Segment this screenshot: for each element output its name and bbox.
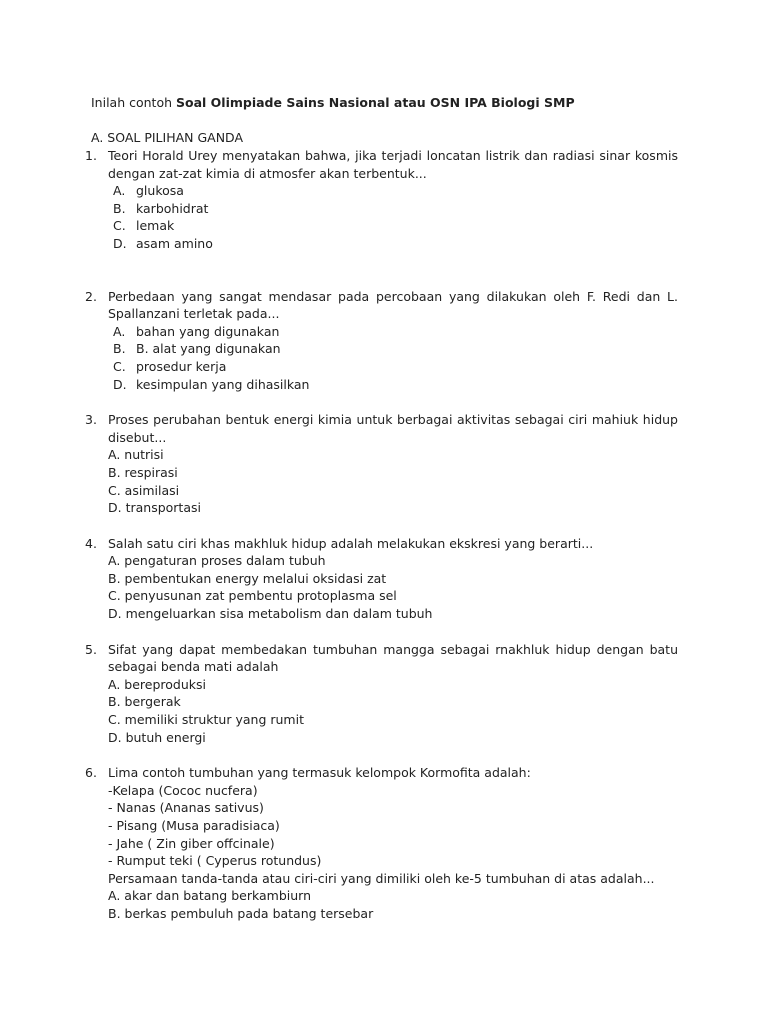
option: C. asimilasi [108,482,180,498]
question-1 [85,147,678,253]
option [108,358,678,376]
option: D. butuh energi [108,729,206,745]
option-letter: C. [113,358,126,374]
option [108,235,678,253]
option: A. bereproduksi [108,676,206,692]
option-text: bahan yang digunakan [136,323,280,339]
option: A. akar dan batang berkambiurn [108,888,311,904]
intro-prefix: Inilah contoh [91,95,176,110]
question-3 [85,411,678,517]
option: B. respirasi [108,464,178,480]
section-title: A. SOAL PILIHAN GANDA [91,130,244,145]
option [108,340,678,358]
plant-list-item: - Jahe ( Zin giber offcinale) [108,835,275,851]
option-text: lemak [136,218,175,234]
question-2 [85,288,678,394]
question-number: 4. [85,535,97,551]
option-text: asam amino [136,235,213,251]
question-number: 5. [85,641,97,657]
question-text: Sifat yang dapat membedakan tumbuhan mangga sebagai rnakhluk hidup dengan batu sebagai benda mati adalah [108,641,678,675]
option: A. pengaturan proses dalam tubuh [108,553,326,569]
question-number: 1. [85,148,97,163]
option-letter: B. [113,200,126,216]
question-list [85,147,678,923]
option: C. penyusunan zat pembentu protoplasma sel [108,588,397,604]
document-title: Soal Olimpiade Sains Nasional atau OSN IPA Biologi SMP [176,95,575,110]
option: D. mengeluarkan sisa metabolism dan dalam tubuh [108,606,433,622]
question-text: Salah satu ciri khas makhluk hidup adalah melakukan ekskresi yang berarti... [108,535,594,551]
question-number: 3. [85,412,97,428]
option [108,323,678,341]
option-letter: D. [113,376,127,392]
plant-list-item: -Kelapa (Cococ nucfera) [108,782,258,798]
question-4 [85,535,678,623]
question-5 [85,641,678,747]
option-letter: B. [113,341,126,357]
question-number: 2. [85,288,97,304]
plant-list-item: - Pisang (Musa paradisiaca) [108,818,280,833]
option [108,376,678,394]
question-6 [85,764,678,922]
option-text: kesimpulan yang dihasilkan [136,376,310,392]
option: A. nutrisi [108,447,164,463]
option-letter: A. [113,183,126,199]
option-text: glukosa [136,183,184,199]
option [108,182,678,200]
option: C. memiliki struktur yang rumit [108,712,304,728]
question-prompt: Persamaan tanda-tanda atau ciri-ciri yang dimiliki oleh ke-5 tumbuhan di atas adalah... [108,870,655,886]
question-number: 6. [85,765,97,781]
option-text: karbohidrat [136,200,209,216]
option [108,217,678,235]
question-text: Teori Horald Urey menyatakan bahwa, jika terjadi loncatan listrik dan radiasi sinar kosmis dengan zat-zat kimia di atmosfer akan terbentuk... [108,148,678,181]
option-letter: C. [113,218,126,234]
option-letter: D. [113,235,127,251]
option-letter: A. [113,323,126,339]
question-text: Proses perubahan bentuk energi kimia untuk berbagai aktivitas sebagai ciri mahiuk hidup disebut... [108,412,678,445]
option-text: prosedur kerja [136,358,227,374]
option: B. berkas pembuluh pada batang tersebar [108,905,374,921]
question-text: Lima contoh tumbuhan yang termasuk kelompok Kormofita adalah: [108,765,531,781]
plant-list-item: - Nanas (Ananas sativus) [108,800,264,816]
option: D. transportasi [108,500,201,516]
option: B. bergerak [108,694,181,710]
option-text: B. alat yang digunakan [136,341,281,357]
plant-list-item: - Rumput teki ( Cyperus rotundus) [108,853,322,869]
intro-line [91,94,575,112]
option [108,200,678,218]
question-text: Perbedaan yang sangat mendasar pada percobaan yang dilakukan oleh F. Redi dan L. Spallanzani terletak pada... [108,288,678,322]
option: B. pembentukan energy melalui oksidasi zat [108,570,387,586]
